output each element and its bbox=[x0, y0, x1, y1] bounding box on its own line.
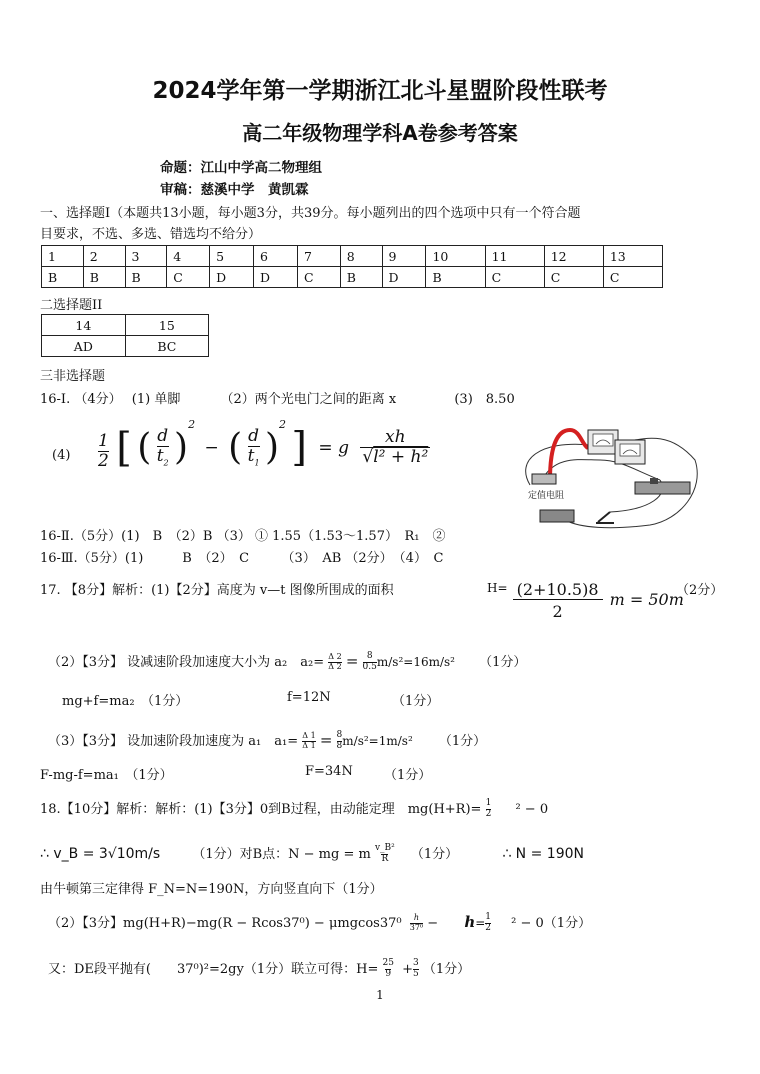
choice-answer-table-1 bbox=[41, 245, 663, 288]
table-row-answers bbox=[42, 336, 209, 357]
table-cell: 9 bbox=[382, 246, 426, 267]
q17-line2-frac2 bbox=[363, 652, 377, 673]
frac-denominator bbox=[157, 446, 169, 468]
red-wire bbox=[550, 430, 588, 480]
frac-numerator: d bbox=[157, 426, 169, 447]
section1-header-line1: 一、选择题Ⅰ（本题共13小题，每小题3分，共39分。每小题列出的四个选项中只有一个符合题 bbox=[40, 206, 581, 221]
q16-2-line: 16-Ⅱ.（5分）(1) B （2）B （3） ① 1.55（1.53～1.57） R₁ ② bbox=[40, 529, 446, 544]
q18-score: （1分） bbox=[410, 847, 459, 862]
table-cell: 7 bbox=[297, 246, 340, 267]
table-row-numbers bbox=[42, 246, 663, 267]
table-cell: 14 bbox=[42, 315, 126, 336]
q18-line4-frac bbox=[410, 914, 423, 933]
frac-numerator: (2+10.5)8 bbox=[516, 580, 599, 599]
page-number: 1 bbox=[376, 988, 384, 1002]
frac-numerator: Δ 1 bbox=[302, 731, 316, 741]
switch bbox=[596, 512, 614, 523]
table-cell: 2 bbox=[83, 246, 125, 267]
q16-1-formula bbox=[98, 418, 430, 488]
q16-1-part3: (3) 8.50 bbox=[454, 392, 515, 407]
table-cell: 3 bbox=[125, 246, 167, 267]
table-cell: B bbox=[125, 267, 167, 288]
q17-line2-text: （2）【3分】 设减速阶段加速度大小为 a₂ a₂= bbox=[48, 655, 325, 670]
frac-denominator: 2 bbox=[513, 599, 603, 621]
reviewer-line: 审稿：慈溪中学 黄凯霖 bbox=[160, 182, 309, 198]
equals-sign: = bbox=[475, 916, 486, 930]
q17-line1: 17. 【8分】解析：(1)【2分】高度为 v—t 图像所围成的面积 bbox=[40, 583, 394, 598]
q17-score4: （1分） bbox=[438, 734, 487, 749]
table-cell: B bbox=[83, 267, 125, 288]
t-symbol: t bbox=[247, 445, 255, 466]
frac-denominator: 2 bbox=[98, 451, 109, 471]
frac-numerator: d bbox=[248, 426, 260, 447]
table-cell: BC bbox=[125, 336, 208, 357]
frac-denominator: Δ 1 bbox=[302, 741, 316, 750]
q18-line4-text: （2）【3分】mg(H+R)−mg(R − Rcos37⁰) − μmgcos37⁰ bbox=[48, 916, 402, 931]
q17-line3: mg+f=ma₂ （1分） bbox=[62, 694, 189, 709]
table-cell: D bbox=[210, 267, 254, 288]
q17-line2-result: m/s²=16m/s² bbox=[376, 655, 455, 669]
frac-numerator: 8 bbox=[366, 651, 373, 662]
q18-line5 bbox=[48, 958, 470, 980]
q17-line2-frac bbox=[328, 653, 341, 672]
frac-numerator: h bbox=[413, 913, 419, 923]
formula-half bbox=[98, 432, 109, 470]
q17-score2: （1分） bbox=[479, 655, 527, 670]
frac-denominator: 0.5 bbox=[362, 662, 377, 672]
table-cell: C bbox=[167, 267, 210, 288]
table-cell: 10 bbox=[426, 246, 485, 267]
fixed-resistor bbox=[532, 474, 556, 484]
table-cell: D bbox=[382, 267, 426, 288]
q17-line5: F-mg-f=ma₁ （1分） bbox=[40, 768, 173, 783]
equals-sign: = bbox=[345, 652, 359, 670]
minus-sign: − bbox=[204, 437, 219, 458]
section3-header: 三非选择题 bbox=[40, 369, 106, 384]
t-symbol: t bbox=[156, 445, 164, 466]
table-cell: B bbox=[340, 267, 382, 288]
q17-score3: （1分） bbox=[392, 694, 440, 709]
setter-line: 命题：江山中学高二物理组 bbox=[160, 160, 322, 176]
q16-1-part2: （2）两个光电门之间的距离 x bbox=[220, 392, 397, 407]
table-cell: AD bbox=[42, 336, 126, 357]
table-cell: 8 bbox=[340, 246, 382, 267]
formula-rhs bbox=[360, 428, 430, 466]
equals-g: = g bbox=[318, 437, 349, 458]
table-cell: 11 bbox=[485, 246, 544, 267]
q16-1-label: 16-Ⅰ. bbox=[40, 392, 71, 407]
rheostat bbox=[635, 482, 690, 494]
section1-header-line2: 目要求，不选、多选、错选均不给分） bbox=[40, 227, 262, 242]
q17-line4 bbox=[48, 730, 486, 752]
frac-numerator: 1 bbox=[485, 798, 492, 809]
table-row-answers bbox=[42, 267, 663, 288]
frac-denominator: 2 bbox=[485, 923, 492, 933]
formula-d-over-t1 bbox=[248, 427, 260, 468]
q16-1-line bbox=[40, 388, 515, 407]
q17-line3-result: f=12N bbox=[287, 690, 331, 705]
frac-denominator: R bbox=[381, 854, 389, 864]
table-cell: B bbox=[426, 267, 485, 288]
q18-line3: 由牛顿第三定律得 F_N=N=190N，方向竖直向下（1分） bbox=[40, 882, 383, 897]
q18-score: （1分） bbox=[422, 962, 471, 977]
q16-3-line: 16-Ⅲ.（5分）(1) B （2） C （3） AB （2分） （4） C bbox=[40, 551, 444, 566]
frac-numerator: Δ 2 bbox=[328, 652, 342, 662]
document-subtitle: 高二年级物理学科A卷参考答案 bbox=[242, 121, 518, 145]
frac-numerator: 8 bbox=[336, 730, 343, 741]
table-cell: 12 bbox=[544, 246, 603, 267]
paren-left: ( bbox=[137, 427, 152, 468]
q18-line4 bbox=[48, 912, 591, 934]
h-prefix: H= bbox=[487, 581, 508, 595]
q18-line1-frac bbox=[486, 799, 492, 820]
h-result: m = 50m bbox=[609, 590, 684, 610]
frac-denominator: 37⁰ bbox=[409, 923, 424, 932]
table-row-numbers bbox=[42, 315, 209, 336]
frac-denominator bbox=[248, 446, 260, 468]
q18-line5-frac2 bbox=[413, 959, 419, 980]
rheostat-slider bbox=[650, 478, 658, 484]
paren-right: ) bbox=[174, 427, 189, 468]
section2-header: 二选择题II bbox=[40, 298, 103, 313]
paren-left: ( bbox=[228, 427, 243, 468]
bracket-left: [ bbox=[116, 424, 132, 471]
q17-score5: （1分） bbox=[384, 768, 432, 783]
subscript: 2 bbox=[163, 458, 169, 468]
q17-line4-text: （3）【3分】 设加速阶段加速度为 a₁ a₁= bbox=[48, 734, 299, 749]
table-cell: 13 bbox=[603, 246, 662, 267]
table-cell: 1 bbox=[42, 246, 84, 267]
q16-1-part4-label: (4) bbox=[52, 448, 71, 463]
frac-numerator: 1 bbox=[485, 912, 492, 923]
table-cell: 6 bbox=[254, 246, 298, 267]
choice-answer-table-2 bbox=[41, 314, 209, 357]
q17-line2 bbox=[48, 651, 526, 673]
table-cell: 15 bbox=[125, 315, 208, 336]
frac-numerator: 3 bbox=[413, 958, 419, 969]
frac-numerator: 1 bbox=[98, 431, 109, 452]
table-cell: 5 bbox=[210, 246, 254, 267]
table-cell: C bbox=[603, 267, 662, 288]
table-cell: C bbox=[485, 267, 544, 288]
frac-denominator: 2 bbox=[485, 809, 492, 819]
table-cell: C bbox=[297, 267, 340, 288]
bracket-right: ] bbox=[291, 424, 308, 471]
q18-line2-frac bbox=[375, 844, 395, 865]
q18-line1-text: 18.【10分】解析：解析：(1)【3分】0到B过程，由动能定理 mg(H+R)= bbox=[40, 802, 482, 817]
q18-line1-end: ² − 0 bbox=[515, 802, 549, 817]
frac-numerator: v_B² bbox=[374, 843, 395, 854]
frac-denominator: 5 bbox=[413, 969, 419, 979]
q17-score1: （2分） bbox=[676, 583, 724, 598]
formula-d-over-t2 bbox=[157, 427, 169, 468]
q18-line5-frac bbox=[383, 959, 394, 980]
q17-line5-result: F=34N bbox=[305, 764, 353, 779]
q18-n-result: ∴ N = 190N bbox=[502, 846, 584, 862]
frac-numerator: xh bbox=[385, 427, 406, 448]
q16-1-part1: (1) 单脚 bbox=[131, 392, 181, 407]
document-title: 2024学年第一学期浙江北斗星盟阶段性联考 bbox=[152, 78, 608, 104]
q16-1-score: （4分） bbox=[74, 392, 122, 407]
h-symbol: h bbox=[464, 913, 476, 931]
q18-line1 bbox=[40, 798, 548, 820]
frac-denominator: Δ 2 bbox=[328, 662, 342, 671]
frac-numerator: 25 bbox=[382, 958, 394, 969]
q18-line4-frac2 bbox=[485, 913, 491, 934]
q18-line4-end: ² − 0（1分） bbox=[511, 916, 592, 931]
frac-denominator: 9 bbox=[385, 969, 392, 979]
table-cell: 4 bbox=[167, 246, 210, 267]
q17-line4-frac bbox=[302, 732, 315, 751]
table-cell: B bbox=[42, 267, 84, 288]
q17-h-formula bbox=[487, 581, 684, 620]
plus-sign: + bbox=[402, 962, 413, 977]
subscript: 1 bbox=[254, 458, 260, 468]
table-cell: C bbox=[544, 267, 603, 288]
fixed-resistor-label: 定值电阻 bbox=[528, 491, 565, 501]
q18-line2 bbox=[40, 843, 584, 865]
circuit-diagram-figure bbox=[510, 400, 700, 535]
equals-sign: = bbox=[319, 731, 333, 749]
q18-vb-result: ∴ v_B = 3√10m/s bbox=[40, 846, 161, 862]
battery bbox=[540, 510, 574, 522]
frac-denominator: √l² + h² bbox=[362, 447, 429, 467]
sqrt-content: l² + h² bbox=[373, 447, 429, 467]
minus-sign: − bbox=[427, 916, 439, 931]
frac-denominator: 8 bbox=[336, 741, 343, 751]
paren-right: ) bbox=[264, 427, 279, 468]
q18-line2-text: （1分）对B点：N − mg = m bbox=[192, 847, 371, 862]
table-cell: D bbox=[254, 267, 298, 288]
exponent: 2 bbox=[279, 418, 286, 431]
exponent: 2 bbox=[188, 418, 196, 431]
q18-line5-text: 又：DE段平抛有( 37⁰)²=2gy（1分）联立可得：H= bbox=[48, 962, 379, 977]
q17-line4-result: m/s²=1m/s² bbox=[342, 734, 413, 748]
h-fraction bbox=[513, 581, 603, 620]
